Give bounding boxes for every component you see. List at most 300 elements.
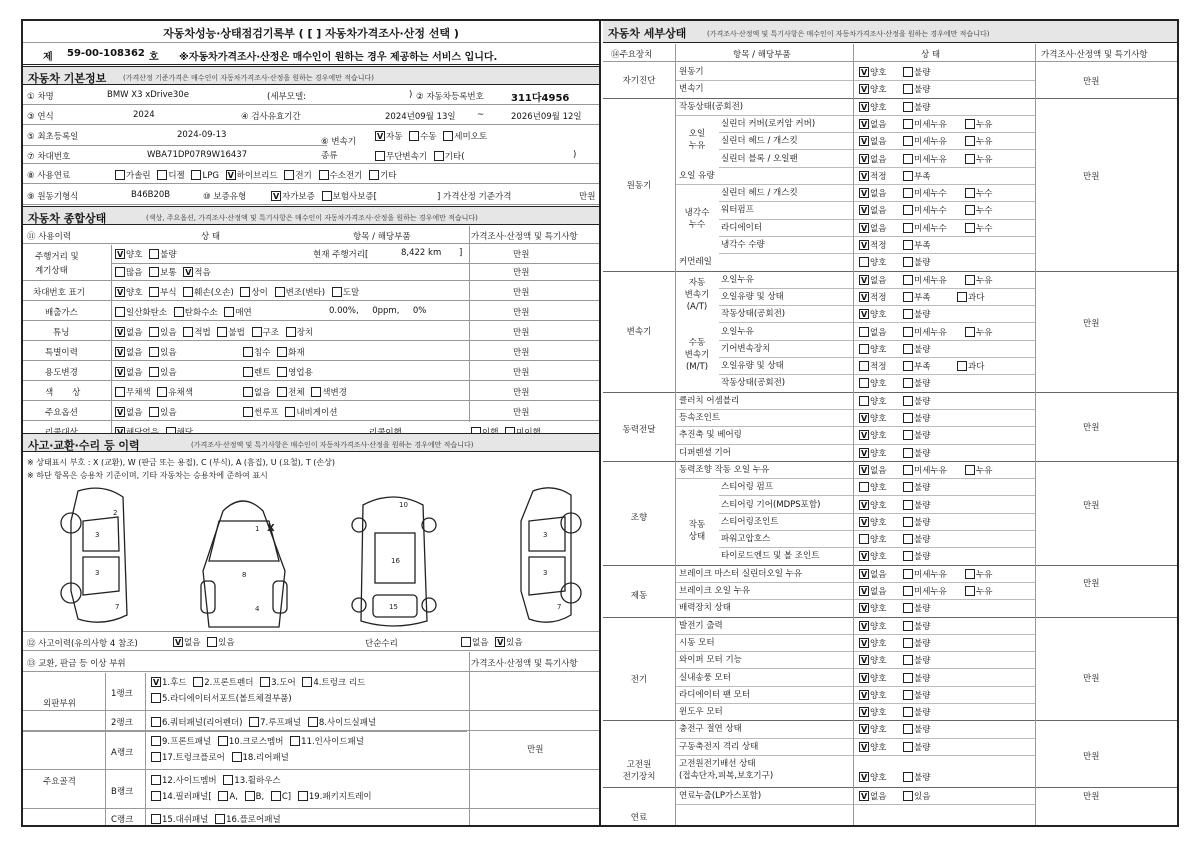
checkbox-self2-good[interactable] [859, 84, 869, 94]
checkbox-side-member[interactable] [151, 775, 161, 785]
checkbox-chassis-rust[interactable] [149, 287, 159, 297]
checkbox-l3-bad[interactable] [903, 655, 913, 665]
chassis-label: 차대번호 표기 [33, 288, 85, 298]
checkbox-floor-panel[interactable] [215, 814, 225, 824]
checkbox-fuel-other[interactable] [369, 170, 379, 180]
checkbox-t6-low[interactable] [903, 361, 913, 371]
option-label: 불량 [914, 690, 931, 701]
status-options [859, 741, 957, 753]
checkbox-option-none[interactable] [115, 407, 125, 417]
checkbox-accident-none[interactable] [173, 637, 183, 647]
checkbox-semi-auto[interactable] [443, 131, 453, 141]
checkbox-s1-minor[interactable] [903, 465, 913, 475]
checkbox-t4-minor[interactable] [903, 327, 913, 337]
checkbox-t3-bad[interactable] [903, 309, 913, 319]
checkbox-t5-good[interactable] [859, 344, 869, 354]
option-label: 적정 [870, 171, 887, 182]
checkbox-smoke[interactable] [224, 307, 234, 317]
mark-6r: 7 [557, 603, 562, 611]
accident-options: V 없음 있음 [173, 636, 239, 648]
checkbox-self2-bad[interactable] [903, 84, 913, 94]
item-label: 실린더 블록 / 오일팬 [721, 153, 798, 164]
option-label: 불량 [914, 708, 931, 719]
checkbox-lpg[interactable] [191, 170, 201, 180]
option-label: 양호 [870, 500, 887, 511]
status-options [859, 170, 957, 182]
checkbox-business[interactable] [277, 367, 287, 377]
detail-row-b3 [603, 599, 1177, 616]
checkbox-l6-good[interactable] [859, 707, 869, 717]
status-options [859, 412, 957, 424]
checkbox-b1-none[interactable] [859, 569, 869, 579]
checkbox-h3-bad[interactable] [903, 772, 913, 782]
checkbox-s2-good[interactable] [859, 482, 869, 492]
checkbox-e4-leak[interactable] [965, 154, 975, 164]
checkbox-diesel[interactable] [157, 170, 167, 180]
checkbox-option-yes[interactable] [149, 407, 159, 417]
checkbox-wheel-house[interactable] [223, 775, 233, 785]
unit-manwon: 만원 [1083, 500, 1100, 511]
year-label: ③ 연식 [27, 112, 54, 122]
checkbox-s4-good[interactable] [859, 517, 869, 527]
checkbox-mileage-good[interactable] [115, 249, 125, 259]
checkbox-e3-none[interactable] [859, 136, 869, 146]
checkbox-s6-good[interactable] [859, 551, 869, 561]
checkbox-l1-good[interactable] [859, 621, 869, 631]
checkbox-t3-good[interactable] [859, 309, 869, 319]
checkbox-package-tray[interactable] [298, 791, 308, 801]
overall-header-row [23, 226, 599, 244]
option-label: 미세누유 [914, 327, 947, 338]
checkbox-cvt[interactable] [375, 151, 385, 161]
checkbox-f1-none[interactable] [859, 791, 869, 801]
right-side-outline [521, 488, 571, 622]
checkbox-t6-proper[interactable] [859, 361, 869, 371]
option-label: 없음 [870, 587, 887, 597]
option-label: 미세누유 [914, 119, 947, 130]
checkbox-s5-good[interactable] [859, 534, 869, 544]
status-options [859, 66, 957, 78]
chassis-row [23, 282, 599, 301]
checkbox-chromatic[interactable] [157, 387, 167, 397]
option-label: 양호 [870, 85, 887, 96]
checkbox-trunk-lid[interactable] [302, 677, 312, 687]
checkbox-chassis-damage[interactable] [183, 287, 193, 297]
status-options [859, 447, 957, 459]
checkbox-quarter-panel[interactable] [151, 717, 161, 727]
unit-manwon: 만원 [513, 368, 530, 378]
checkbox-e2-leak[interactable] [965, 119, 975, 129]
checkbox-e10-bad[interactable] [903, 257, 913, 267]
checkbox-color-none[interactable] [243, 387, 253, 397]
status-options [859, 204, 1019, 216]
item-label: 충전구 절연 상태 [679, 724, 742, 735]
checkbox-b3-good[interactable] [859, 603, 869, 613]
option-label: 적정 [870, 241, 887, 251]
item-label: 디퍼렌셜 기어 [679, 447, 731, 458]
checkbox-b2-none[interactable] [859, 586, 869, 596]
rankC-row [23, 810, 599, 825]
option-label: 없음 [870, 119, 887, 130]
rank1-items: V1.후드 2.프론트펜더 3.도어 4.트렁크 리드 [151, 676, 369, 688]
emission-options: 일산화탄소 탄화수소 매연 [115, 306, 256, 318]
item-label: 워터펌프 [721, 205, 754, 216]
checkbox-e2-none[interactable] [859, 119, 869, 129]
detail-row-h1 [603, 720, 1177, 737]
checkbox-front-fender[interactable] [193, 677, 203, 687]
checkbox-achromatic[interactable] [115, 387, 125, 397]
group-self-diagnosis: 자기진단 [622, 76, 656, 86]
checkbox-e7-minor_w[interactable] [903, 205, 913, 215]
checkbox-h1-good[interactable] [859, 724, 869, 734]
option-label: 불량 [914, 656, 931, 667]
usage-options-2: 렌트 영업용 [243, 366, 317, 378]
year-row [23, 106, 599, 125]
emission-label: 배출가스 [45, 308, 78, 318]
status-options [859, 274, 1019, 286]
rankA-items-2: 17.트렁크플로어 18.리어패널 [151, 751, 293, 763]
checkbox-mileage-high[interactable] [115, 267, 125, 277]
status-options [859, 533, 957, 545]
checkbox-tuning-none[interactable] [115, 327, 125, 337]
checkbox-t1-none[interactable] [859, 275, 869, 285]
unit-manwon: 만원 [1083, 578, 1100, 589]
detail-row-h3 [603, 755, 1177, 787]
detail-row-l2 [603, 634, 1177, 651]
checkbox-e2-minor[interactable] [903, 119, 913, 129]
checkbox-t7-good[interactable] [859, 378, 869, 388]
item-label: 클러치 어셈블리 [679, 395, 740, 406]
color-options: 무채색 유채색 [115, 386, 197, 398]
status-options [859, 550, 957, 562]
checkbox-self1-good[interactable] [859, 67, 869, 77]
item-label: 작동상태(공회전) [721, 309, 786, 320]
option-label: 미세누수 [914, 206, 947, 217]
unit-manwon: 만원 [513, 268, 530, 278]
checkbox-repair-none[interactable] [461, 637, 471, 647]
checkbox-e8-none[interactable] [859, 223, 869, 233]
color-row [23, 382, 599, 401]
checkbox-s3-good[interactable] [859, 500, 869, 510]
checkbox-s6-bad[interactable] [903, 551, 913, 561]
validity-tilde: ~ [477, 110, 485, 120]
mileage-row [23, 245, 599, 281]
checkbox-h2-bad[interactable] [903, 742, 913, 752]
section-basic-info [23, 66, 599, 85]
checkbox-l6-bad[interactable] [903, 707, 913, 717]
checkbox-e10-good[interactable] [859, 257, 869, 267]
checkbox-b1-minor[interactable] [903, 569, 913, 579]
checkbox-e1-bad[interactable] [903, 102, 913, 112]
checkbox-color-all[interactable] [277, 387, 287, 397]
checkbox-auto[interactable] [375, 131, 385, 141]
option-label: 양호 [870, 448, 887, 459]
checkbox-e6-none[interactable] [859, 188, 869, 198]
checkbox-l4-good[interactable] [859, 673, 869, 683]
checkbox-p2-good[interactable] [859, 413, 869, 423]
option-label: 없음 [870, 223, 887, 234]
status-options [859, 499, 957, 511]
option-label: 부족 [914, 241, 931, 251]
status-options [859, 723, 957, 735]
option-label: 양호 [870, 258, 887, 269]
simple-repair-label: 단순수리 [365, 639, 398, 649]
emission-row [23, 302, 599, 321]
checkbox-t4-none[interactable] [859, 327, 869, 337]
checkbox-special-none[interactable] [115, 347, 125, 357]
checkbox-e3-leak[interactable] [965, 136, 975, 146]
checkbox-mileage-bad[interactable] [149, 249, 159, 259]
checkbox-s1-leak[interactable] [965, 465, 975, 475]
checkbox-tuning-yes[interactable] [149, 327, 159, 337]
option-label: 불량 [914, 621, 931, 632]
checkbox-hood[interactable] [151, 677, 161, 687]
checkbox-b3-bad[interactable] [903, 603, 913, 613]
checkbox-roof-panel[interactable] [249, 717, 259, 727]
detail-row-e9 [603, 236, 1177, 253]
checkbox-manual[interactable] [409, 131, 419, 141]
special-options-2: 침수 화재 [243, 346, 309, 358]
checkbox-usage-none[interactable] [115, 367, 125, 377]
option-label: 있음 [914, 792, 931, 802]
status-options [859, 464, 1019, 476]
checkbox-e9-low[interactable] [903, 240, 913, 250]
unit-manwon: 만원 [513, 250, 530, 260]
checkbox-s4-bad[interactable] [903, 517, 913, 527]
detail-row-s6 [603, 547, 1177, 564]
no-suffix: 호 [149, 52, 159, 63]
subgroup-oil-leak: 오일 누유 [688, 129, 706, 151]
checkbox-hybrid[interactable] [226, 170, 236, 180]
rankA-items: 9.프론트패널 10.크로스멤버 11.인사이드패널 [151, 735, 368, 747]
checkbox-tuning-device[interactable] [286, 327, 296, 337]
checkbox-fire[interactable] [277, 347, 287, 357]
item-label: 라디에이터 팬 모터 [679, 689, 751, 700]
status-options [859, 672, 957, 684]
checkbox-l5-good[interactable] [859, 690, 869, 700]
checkbox-self-warranty[interactable] [271, 191, 281, 201]
mileage-label: 주행거리 및 계기상태 [35, 252, 79, 276]
checkbox-door[interactable] [260, 677, 270, 687]
checkbox-s3-bad[interactable] [903, 500, 913, 510]
checkbox-mileage-normal[interactable] [149, 267, 159, 277]
checkbox-chassis-good[interactable] [115, 287, 125, 297]
checkbox-tuning-illegal[interactable] [217, 327, 227, 337]
checkbox-cross-member[interactable] [218, 736, 228, 746]
checkbox-e8-minor_w[interactable] [903, 223, 913, 233]
status-options [859, 585, 1019, 597]
checkbox-p3-good[interactable] [859, 430, 869, 440]
detail-row-l5 [603, 686, 1177, 703]
unit-manwon: 만원 [1083, 423, 1100, 433]
checkbox-t6-over[interactable] [957, 361, 967, 371]
option-label: 미세누유 [914, 137, 947, 148]
passenger-car-note: ※ 하단 항목은 승용차 기준이며, 기타 자동차는 승용차에 준하여 표시 [27, 471, 268, 480]
checkbox-t5-bad[interactable] [903, 344, 913, 354]
status-options [859, 118, 1019, 130]
mark-3b: 3 [95, 569, 100, 577]
checkbox-e6-minor_w[interactable] [903, 188, 913, 198]
checkbox-e8-leak_w[interactable] [965, 223, 975, 233]
checkbox-e5-low[interactable] [903, 171, 913, 181]
checkbox-mileage-low[interactable] [183, 267, 193, 277]
checkbox-inside-panel[interactable] [290, 736, 300, 746]
option-label: 누유 [976, 119, 993, 130]
chassis-options: V 양호 부식 훼손(오손) 상이 변조(변타) 도말 [115, 286, 363, 298]
checkbox-electric[interactable] [284, 170, 294, 180]
special-options: V 없음 있음 [115, 346, 181, 358]
checkbox-e1-good[interactable] [859, 102, 869, 112]
checkbox-sunroof[interactable] [243, 407, 253, 417]
item-label: 라디에이터 [721, 222, 763, 233]
engine-label: ⑨ 원동기형식 [27, 192, 79, 202]
col-price: 가격조사·산정액 및 특기사항 [1041, 50, 1148, 60]
checkbox-e6-leak_w[interactable] [965, 188, 975, 198]
checkbox-p1-bad[interactable] [903, 396, 913, 406]
usage-change-row [23, 362, 599, 381]
checkbox-color-change[interactable] [311, 387, 321, 397]
tuning-options: V 없음 있음 적법 불법 구조 장치 [115, 326, 317, 338]
checkbox-trunk-floor[interactable] [151, 752, 161, 762]
checkbox-s2-bad[interactable] [903, 482, 913, 492]
checkbox-special-yes[interactable] [149, 347, 159, 357]
checkbox-flood[interactable] [243, 347, 253, 357]
vin-label: ⑦ 차대번호 [27, 152, 71, 162]
option-label: 불량 [914, 604, 931, 615]
checkbox-hc[interactable] [174, 307, 184, 317]
checkbox-pillar-a[interactable] [218, 791, 228, 801]
option-label: 불량 [914, 500, 931, 511]
document-header [23, 21, 599, 43]
rank2-label: 2랭크 [111, 718, 133, 728]
checkbox-p2-bad[interactable] [903, 413, 913, 423]
option-label: 적정 [870, 362, 887, 373]
group-power-train: 동력전달 [622, 425, 656, 435]
checkbox-accident-yes[interactable] [207, 637, 217, 647]
transmission-close: ) [573, 150, 577, 160]
checkbox-f1-exist[interactable] [903, 791, 913, 801]
unit-manwon: 만원 [513, 328, 530, 338]
checkbox-p4-bad[interactable] [903, 448, 913, 458]
checkbox-p4-good[interactable] [859, 448, 869, 458]
checkbox-tuning-structure[interactable] [252, 327, 262, 337]
checkbox-tuning-legal[interactable] [183, 327, 193, 337]
group-engine: 원동기 [626, 181, 652, 191]
checkbox-t1-minor[interactable] [903, 275, 913, 285]
checkbox-e7-none[interactable] [859, 205, 869, 215]
checkbox-rear-panel[interactable] [232, 752, 242, 762]
car-name: BMW X3 xDrive30e [107, 90, 189, 100]
checkbox-t1-leak[interactable] [965, 275, 975, 285]
checkbox-e4-none[interactable] [859, 154, 869, 164]
checkbox-t2-low[interactable] [903, 292, 913, 302]
checkbox-gasoline[interactable] [115, 170, 125, 180]
checkbox-h1-bad[interactable] [903, 724, 913, 734]
option-label: 불량 [914, 414, 931, 424]
checkbox-chassis-altered[interactable] [275, 287, 285, 297]
unit-manwon: 만원 [579, 192, 596, 202]
checkbox-h3-good[interactable] [859, 772, 869, 782]
checkbox-e3-minor[interactable] [903, 136, 913, 146]
checkbox-front-panel[interactable] [151, 736, 161, 746]
main-frame-label: 주요골격 [43, 777, 76, 787]
checkbox-co[interactable] [115, 307, 125, 317]
option-label: 양호 [870, 742, 887, 753]
checkbox-dash-panel[interactable] [151, 814, 161, 824]
checkbox-b2-minor[interactable] [903, 586, 913, 596]
checkbox-s1-none[interactable] [859, 465, 869, 475]
unit-manwon: 만원 [1083, 751, 1100, 762]
checkbox-e9-proper[interactable] [859, 240, 869, 250]
checkbox-pillar-c[interactable] [271, 791, 281, 801]
status-options [859, 516, 957, 528]
checkbox-l1-bad[interactable] [903, 621, 913, 631]
item-label: 추진축 및 베어링 [679, 430, 742, 441]
option-label: 불량 [914, 638, 931, 649]
checkbox-h2-good[interactable] [859, 742, 869, 752]
rankA-label: A랭크 [111, 748, 134, 758]
fuel-label: ⑧ 사용연료 [27, 171, 71, 181]
group-electrical: 전기 [630, 675, 648, 685]
checkbox-b1-leak[interactable] [965, 569, 975, 579]
checkbox-s5-bad[interactable] [903, 534, 913, 544]
checkbox-e7-leak_w[interactable] [965, 205, 975, 215]
checkbox-e5-proper[interactable] [859, 171, 869, 181]
checkbox-pillar-b[interactable] [245, 791, 255, 801]
item-label: 스티어링 펌프 [721, 482, 773, 493]
checkbox-insurer-warranty[interactable] [322, 191, 332, 201]
item-label: 오일누유 [721, 326, 754, 337]
checkbox-e4-minor[interactable] [903, 154, 913, 164]
checkbox-b2-leak[interactable] [965, 586, 975, 596]
checkbox-t7-bad[interactable] [903, 378, 913, 388]
checkbox-navigation[interactable] [285, 407, 295, 417]
no-label: 제 [43, 52, 53, 63]
checkbox-other[interactable] [434, 151, 444, 161]
checkbox-t4-leak[interactable] [965, 327, 975, 337]
checkbox-p1-good[interactable] [859, 396, 869, 406]
checkbox-rent[interactable] [243, 367, 253, 377]
checkbox-l5-bad[interactable] [903, 690, 913, 700]
option-label: 없음 [870, 569, 887, 580]
checkbox-l3-good[interactable] [859, 655, 869, 665]
mark-16: 16 [391, 557, 400, 565]
checkbox-t2-over[interactable] [957, 292, 967, 302]
item-label: 등속조인트 [679, 413, 721, 423]
status-options [859, 239, 957, 251]
checkbox-l2-good[interactable] [859, 638, 869, 648]
checkbox-l2-bad[interactable] [903, 638, 913, 648]
checkbox-chassis-painted[interactable] [332, 287, 342, 297]
option-label: 양호 [870, 638, 887, 649]
checkbox-l4-bad[interactable] [903, 673, 913, 683]
checkbox-repair-yes[interactable] [495, 637, 505, 647]
checkbox-t2-proper[interactable] [859, 292, 869, 302]
checkbox-self1-bad[interactable] [903, 67, 913, 77]
item-label: 배력장치 상태 [679, 603, 731, 614]
item-label: 동력조향 작동 오일 누유 [679, 464, 770, 475]
detail-row-l3 [603, 651, 1177, 668]
unit-manwon: 만원 [1083, 77, 1100, 87]
option-label: 없음 [870, 792, 887, 802]
checkbox-hydrogen[interactable] [319, 170, 329, 180]
checkbox-usage-yes[interactable] [149, 367, 159, 377]
checkbox-chassis-diff[interactable] [240, 287, 250, 297]
checkbox-radiator-support[interactable] [151, 693, 161, 703]
checkbox-pillar-panel[interactable] [151, 791, 161, 801]
checkbox-p3-bad[interactable] [903, 430, 913, 440]
checkbox-side-sill[interactable] [308, 717, 318, 727]
